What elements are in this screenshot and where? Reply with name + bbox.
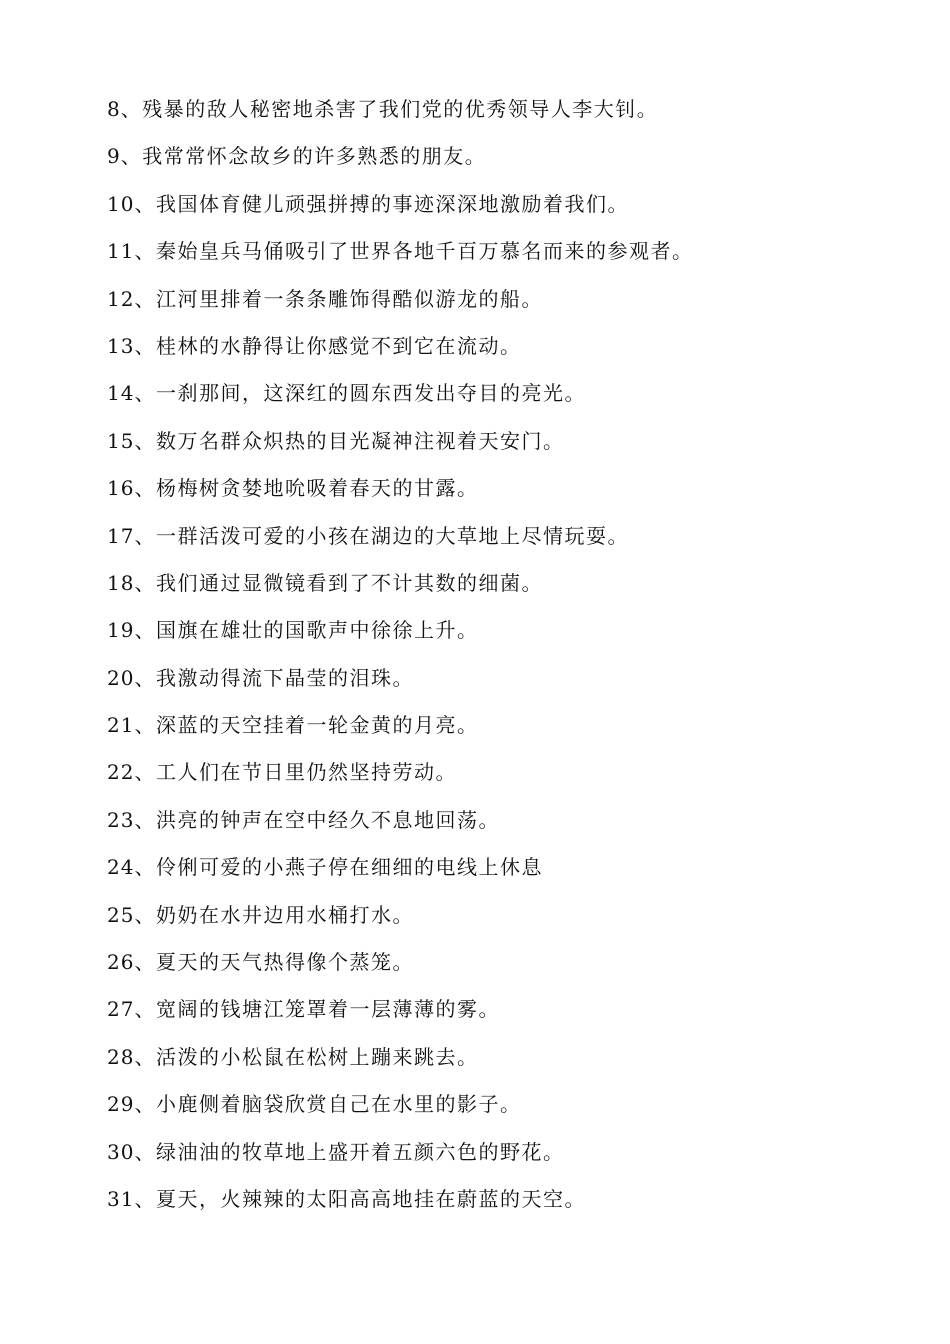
sentence-number: 19: [107, 618, 135, 643]
sentence-separator: 、: [134, 1186, 156, 1211]
sentence-number: 29: [107, 1092, 135, 1117]
sentence-text: 夏天的天气热得像个蒸笼。: [155, 950, 414, 975]
sentence-number: 11: [107, 239, 135, 264]
sentence-text: 秦始皇兵马俑吸引了世界各地千百万慕名而来的参观者。: [155, 239, 694, 264]
sentence-text: 伶俐可爱的小燕子停在细细的电线上休息: [155, 855, 543, 880]
sentence-text: 奶奶在水井边用水桶打水。: [155, 902, 414, 927]
sentence-text: 我常常怀念故乡的许多熟悉的朋友。: [142, 144, 487, 169]
sentence-item: [107, 282, 693, 329]
sentence-separator: 、: [120, 144, 143, 169]
sentence-text: 一刹那间，这深红的圆东西发出夺目的亮光。: [155, 381, 586, 406]
sentence-item: [107, 519, 693, 566]
sentence-text: 数万名群众炽热的目光凝神注视着天安门。: [155, 428, 565, 453]
sentence-text: 活泼的小松鼠在松树上蹦来跳去。: [155, 1044, 479, 1069]
sentence-item: [107, 1135, 693, 1182]
sentence-item: [107, 234, 693, 281]
sentence-number: 26: [107, 950, 135, 975]
sentence-separator: 、: [134, 381, 156, 406]
sentence-item: [107, 898, 693, 945]
sentence-item: [107, 92, 693, 139]
sentence-text: 残暴的敌人秘密地杀害了我们党的优秀领导人李大钊。: [142, 97, 659, 121]
sentence-number: 9: [107, 144, 121, 169]
sentence-separator: 、: [134, 286, 156, 311]
sentence-item: [107, 424, 693, 471]
sentence-separator: 、: [134, 191, 156, 216]
sentence-text: 我激动得流下晶莹的泪珠。: [155, 665, 414, 690]
sentence-text: 江河里排着一条条雕饰得酷似游龙的船。: [155, 286, 543, 311]
sentence-separator: 、: [134, 333, 156, 358]
sentence-separator: 、: [134, 1044, 156, 1069]
sentence-item: [107, 1040, 693, 1087]
sentence-number: 10: [107, 191, 135, 216]
sentence-text: 工人们在节日里仍然坚持劳动。: [155, 760, 457, 785]
sentence-separator: 、: [120, 97, 143, 121]
sentence-separator: 、: [134, 855, 156, 880]
sentence-number: 23: [107, 807, 135, 832]
sentence-separator: 、: [134, 1139, 156, 1164]
sentence-number: 22: [107, 760, 135, 785]
sentence-number: 25: [107, 902, 135, 927]
sentence-text: 杨梅树贪婪地吮吸着春天的甘露。: [155, 476, 479, 501]
sentence-item: [107, 329, 693, 376]
sentence-separator: 、: [134, 1092, 156, 1117]
sentence-number: 17: [107, 523, 135, 548]
sentence-separator: 、: [134, 997, 156, 1022]
sentence-text: 我们通过显微镜看到了不计其数的细菌。: [155, 570, 543, 595]
sentence-number: 16: [107, 476, 135, 501]
sentence-text: 洪亮的钟声在空中经久不息地回荡。: [155, 807, 500, 832]
sentence-separator: 、: [134, 618, 156, 643]
sentence-item: [107, 803, 693, 850]
sentence-text: 我国体育健儿顽强拼搏的事迹深深地激励着我们。: [155, 191, 629, 216]
sentence-separator: 、: [134, 760, 156, 785]
sentence-item: [107, 613, 693, 660]
sentence-item: [107, 992, 693, 1039]
sentence-item: [107, 376, 693, 423]
sentence-text: 一群活泼可爱的小孩在湖边的大草地上尽情玩耍。: [155, 523, 629, 548]
sentence-separator: 、: [134, 239, 156, 264]
sentence-number: 12: [107, 286, 135, 311]
sentence-item: [107, 1087, 693, 1134]
sentence-number: 28: [107, 1044, 135, 1069]
sentence-separator: 、: [134, 902, 156, 927]
sentence-item: [107, 945, 693, 992]
sentence-item: [107, 661, 693, 708]
sentence-text: 深蓝的天空挂着一轮金黄的月亮。: [155, 713, 479, 738]
sentence-number: 31: [107, 1186, 135, 1211]
sentence-item: [107, 471, 693, 518]
sentence-number: 8: [107, 97, 121, 121]
sentence-item: [107, 755, 693, 802]
sentence-item: [107, 708, 693, 755]
sentence-separator: 、: [134, 570, 156, 595]
sentence-separator: 、: [134, 950, 156, 975]
sentence-number: 14: [107, 381, 135, 406]
sentence-separator: 、: [134, 523, 156, 548]
sentence-list: [107, 92, 693, 1229]
sentence-text: 宽阔的钱塘江笼罩着一层薄薄的雾。: [155, 997, 500, 1022]
sentence-number: 18: [107, 570, 135, 595]
sentence-number: 24: [107, 855, 135, 880]
sentence-item: [107, 139, 693, 186]
sentence-separator: 、: [134, 476, 156, 501]
sentence-separator: 、: [134, 665, 156, 690]
sentence-number: 30: [107, 1139, 135, 1164]
sentence-number: 27: [107, 997, 135, 1022]
sentence-separator: 、: [134, 428, 156, 453]
sentence-number: 20: [107, 665, 135, 690]
sentence-separator: 、: [134, 807, 156, 832]
sentence-item: [107, 1182, 693, 1229]
sentence-text: 绿油油的牧草地上盛开着五颜六色的野花。: [155, 1139, 565, 1164]
sentence-text: 夏天，火辣辣的太阳高高地挂在蔚蓝的天空。: [155, 1186, 586, 1211]
sentence-text: 桂林的水静得让你感觉不到它在流动。: [155, 333, 522, 358]
sentence-separator: 、: [134, 713, 156, 738]
sentence-number: 15: [107, 428, 135, 453]
sentence-item: [107, 850, 693, 897]
sentence-item: [107, 187, 693, 234]
sentence-number: 21: [107, 713, 135, 738]
sentence-number: 13: [107, 333, 135, 358]
sentence-text: 国旗在雄壮的国歌声中徐徐上升。: [155, 618, 479, 643]
sentence-item: [107, 566, 693, 613]
sentence-text: 小鹿侧着脑袋欣赏自己在水里的影子。: [155, 1092, 522, 1117]
